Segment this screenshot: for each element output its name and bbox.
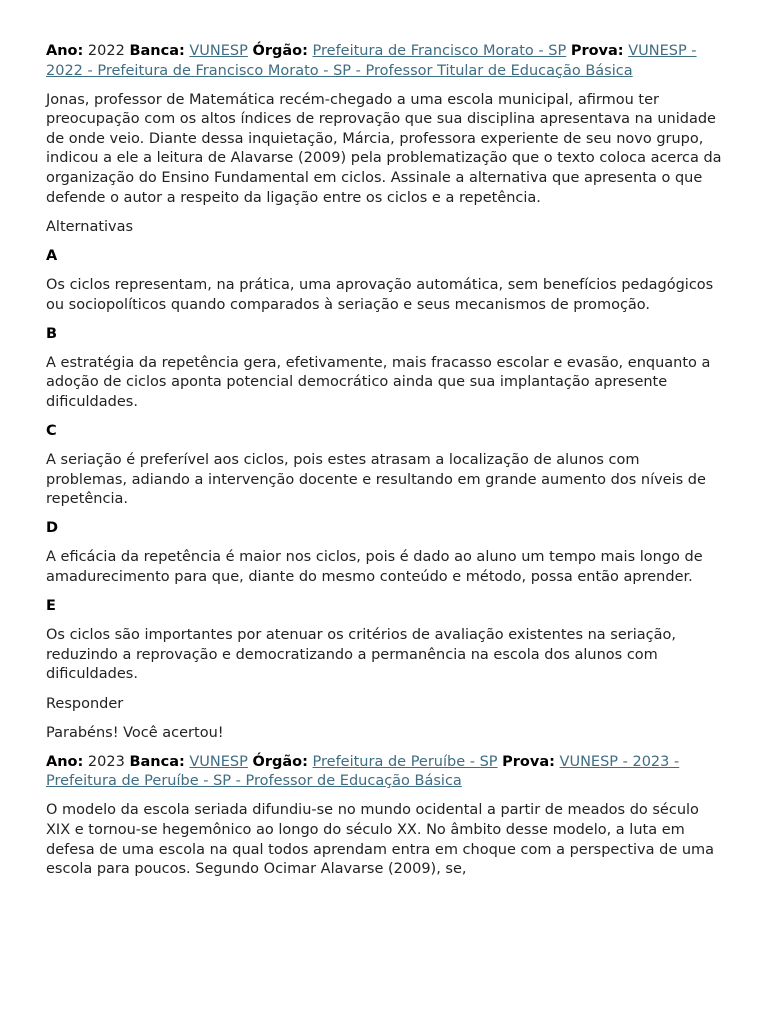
prova-link[interactable]: VUNESP - 2023 - Prefeitura de Peruíbe - SP - Professor de Educação Básica xyxy=(46,753,680,790)
alternative-c-text[interactable]: A seriação é preferível aos ciclos, pois estes atrasam a localização de alunos com problemas, adiando a intervenção docente e resultando em grande aumento dos níveis de repetência. xyxy=(46,452,706,508)
orgao-label: Órgão: xyxy=(252,753,308,770)
alternative-a-letter[interactable]: A xyxy=(46,247,58,264)
question1-header xyxy=(46,42,722,81)
prova-label: Prova: xyxy=(502,753,555,770)
banca-label: Banca: xyxy=(129,43,185,59)
orgao-link[interactable]: Prefeitura de Francisco Morato - SP xyxy=(312,43,567,59)
respond-label[interactable]: Responder xyxy=(46,695,124,712)
ano-label: Ano: xyxy=(46,43,84,59)
orgao-label: Órgão: xyxy=(252,43,308,59)
ano-label: Ano: xyxy=(46,753,84,770)
alternative-b-text[interactable]: A estratégia da repetência gera, efetivamente, mais fracasso escolar e evasão, enquanto a adoção de ciclos aponta potencial democrático ainda que sua implantação apresente dificuldades. xyxy=(46,354,711,410)
alternative-e-letter[interactable]: E xyxy=(46,598,56,615)
question2-statement: O modelo da escola seriada difundiu-se no mundo ocidental a partir de meados do século XIX e tornou-se hegemônico ao longo do século XX. No âmbito desse modelo, a luta em defesa de uma escola na qual todos aprendam entra em choque com a perspectiva de uma escola para poucos. Segundo Ocimar Alavarse (2009), se, xyxy=(46,802,715,878)
alternative-a-text[interactable]: Os ciclos representam, na prática, uma aprovação automática, sem benefícios pedagógicos ou sociopolíticos quando comparados à seriação e seus mecanismos de promoção. xyxy=(46,276,714,313)
question2-header xyxy=(46,753,722,792)
banca-link[interactable]: VUNESP xyxy=(189,753,248,770)
alternative-c-letter[interactable]: C xyxy=(46,423,57,439)
question1-statement: Jonas, professor de Matemática recém-chegado a uma escola municipal, afirmou ter preocupação com os altos índices de reprovação que sua disciplina apresentava na unidade de onde veio. Diante dessa inquietação, Márcia, professora experiente de seu novo grupo, indicou a ele a leitura de Alavarse (2009) pela problematização que o texto coloca acerca da organização do Ensino Fundamental em ciclos. Assinale a alternativa que apresenta o que defende o autor a respeito da ligação entre os ciclos e a repetência. xyxy=(46,91,722,206)
banca-link[interactable]: VUNESP xyxy=(189,43,248,59)
alternatives-label: Alternativas xyxy=(46,218,134,235)
ano-value: 2023 xyxy=(87,753,125,770)
alternative-d-letter[interactable]: D xyxy=(46,520,59,537)
prova-link[interactable]: VUNESP - 2022 - Prefeitura de Francisco Morato - SP - Professor Titular de Educação Básica xyxy=(46,43,697,79)
alternative-e-text[interactable]: Os ciclos são importantes por atenuar os critérios de avaliação existentes na seriação, reduzindo a reprovação e democratizando a permanência na escola dos alunos com dificuldades. xyxy=(46,627,676,683)
orgao-link[interactable]: Prefeitura de Peruíbe - SP xyxy=(312,753,498,770)
ano-value: 2022 xyxy=(87,43,125,59)
alternative-b-letter[interactable]: B xyxy=(46,325,58,342)
banca-label: Banca: xyxy=(129,753,185,770)
prova-label: Prova: xyxy=(570,43,624,59)
alternative-d-text[interactable]: A eficácia da repetência é maior nos ciclos, pois é dado ao aluno um tempo mais longo de amadurecimento para que, diante do mesmo conteúdo e método, possa então aprender. xyxy=(46,549,703,586)
feedback-message: Parabéns! Você acertou! xyxy=(46,724,224,741)
